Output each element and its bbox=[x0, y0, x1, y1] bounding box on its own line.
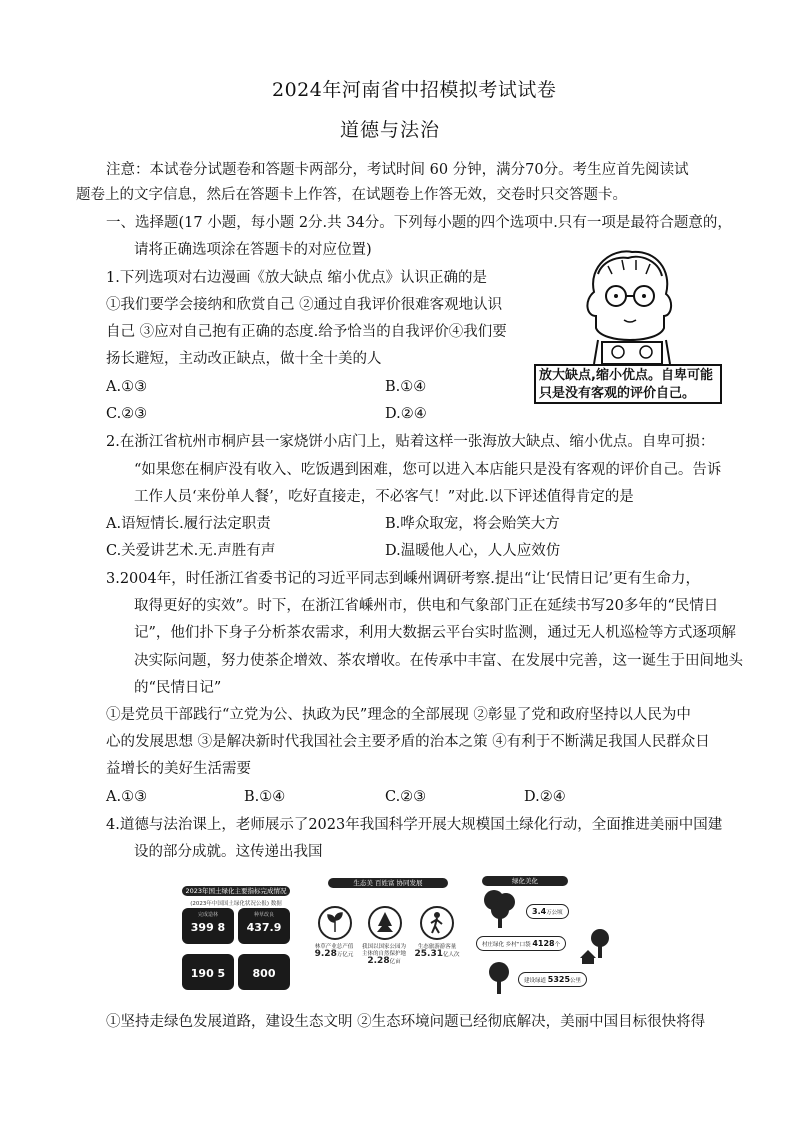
stat-value: 4128 bbox=[532, 939, 555, 948]
q3-line-5: 的“民情日记” bbox=[134, 680, 222, 696]
q3-options-line-3: 益增长的美好生活需要 bbox=[106, 761, 251, 777]
section-heading-line-2: 请将正确选项涂在答题卡的对应位置) bbox=[134, 242, 372, 258]
q1-options-line-1: ①我们要学会接纳和欣赏自己 ②通过自我评价很难客观地认识 bbox=[106, 297, 503, 313]
q1-choice-a: A.①③ bbox=[106, 379, 148, 395]
q3-options-line-1: ①是党员干部践行“立党为公、执政为民”理念的全部展现 ②彰显了党和政府坚持以人民为中 bbox=[106, 707, 691, 723]
tile-label: 完成造林 bbox=[197, 912, 218, 918]
q2-choice-d: D.温暖他人心，人人应效仿 bbox=[385, 543, 561, 559]
q1-choice-b: B.①④ bbox=[385, 379, 427, 395]
stat-protected-areas bbox=[362, 944, 406, 966]
indicator-tile bbox=[238, 908, 290, 944]
greening-beautification-panel bbox=[472, 872, 622, 1000]
stat-value: 5325 bbox=[547, 975, 571, 984]
greening-indicators-panel bbox=[180, 872, 292, 1000]
stat-unit: 个 bbox=[554, 942, 561, 948]
stat-unit: 公里 bbox=[570, 978, 582, 984]
stat-label: 林草产业总产值 bbox=[314, 944, 354, 950]
stat-value: 2.28 bbox=[367, 956, 390, 966]
tile-value: 399 8 bbox=[190, 921, 226, 934]
q2-choice-b: B.哗众取宠，将会贻笑大方 bbox=[385, 516, 560, 532]
q3-choice-b: B.①④ bbox=[244, 789, 286, 805]
q4-line-1: 4.道德与法治课上，老师展示了2023年我国科学开展大规模国土绿化行动，全面推进美丽中国建 bbox=[106, 817, 723, 833]
cartoon-caption: 放大缺点,缩小优点。自卑可能只是没有客观的评价自己。 bbox=[534, 364, 722, 404]
stat-label: 我国以国家公园为主体的自然保护地 bbox=[362, 944, 407, 957]
cartoon-figure-illustration bbox=[532, 244, 724, 364]
q2-choice-a: A.语短情长.履行法定职责 bbox=[106, 516, 271, 532]
page-title: 2024年河南省中招模拟考试试卷 bbox=[272, 79, 557, 101]
indicator-tile bbox=[238, 954, 290, 990]
q3-options-line-2: 心的发展思想 ③是解决新时代我国社会主要矛盾的治本之策 ④有利于不断满足我国人民群众日 bbox=[106, 734, 710, 750]
tile-value: 437.9 bbox=[246, 921, 282, 934]
q1-stem: 1.下列选项对右边漫画《放大缺点 缩小优点》认识正确的是 bbox=[106, 270, 487, 286]
stat-pill bbox=[518, 972, 587, 987]
q3-choice-d: D.②④ bbox=[524, 789, 566, 805]
notice-line-2: 题卷上的文字信息，然后在答题卡上作答，在试题卷上作答无效，交卷时只交答题卡。 bbox=[76, 187, 627, 203]
pine-tree-icon bbox=[368, 906, 402, 940]
village-tree-icon bbox=[576, 926, 616, 966]
stat-pill bbox=[526, 904, 569, 919]
stat-eco-tourism bbox=[414, 944, 460, 959]
sprout-icon bbox=[318, 906, 352, 940]
tree-icon bbox=[480, 886, 520, 930]
q1-options-line-3: 扬长避短，主动改正缺点，做十全十美的人 bbox=[106, 351, 382, 367]
stat-label: 生态旅游游客量 bbox=[417, 944, 457, 950]
indicator-tile bbox=[182, 908, 234, 944]
q1-choice-d: D.②④ bbox=[385, 406, 427, 422]
q3-line-3: 记”，他们扑下身子分析茶农需求，利用大数据云平台实时监测，通过无人机巡检等方式逐项解 bbox=[134, 625, 736, 641]
stat-unit: 万亿元 bbox=[336, 952, 354, 958]
panel1-subtitle: (2023年中国国土绿化状况公报) 数据 bbox=[190, 901, 282, 907]
section-heading-line-1: 一、选择题(17 小题，每小题 2分.共 34分。下列每小题的四个选项中.只有一项是最符合题意的， bbox=[106, 215, 732, 231]
page-subtitle: 道德与法治 bbox=[340, 119, 441, 141]
stat-unit: 亿人次 bbox=[442, 952, 460, 958]
q4-line-2: 设的部分成就。这传递出我国 bbox=[134, 844, 323, 860]
q3-line-2: 取得更好的实效”。时下，在浙江省嵊州市，供电和气象部门正在延续书写20多年的“民情日 bbox=[134, 598, 719, 614]
q1-choice-c: C.②③ bbox=[106, 406, 148, 422]
q2-line-2: “如果您在桐庐没有收入、吃饭遇到困难，您可以进入本店能只是没有客观的评价自己。告诉 bbox=[134, 462, 722, 478]
stat-unit: 亿亩 bbox=[389, 959, 401, 965]
road-tree-icon bbox=[484, 960, 514, 996]
panel1-banner: 2023年国土绿化主要指标完成情况 bbox=[182, 886, 290, 896]
stat-value: 9.28 bbox=[314, 949, 337, 959]
stat-unit: 万公顷 bbox=[546, 910, 563, 916]
notice-line-1: 注意：本试卷分试题卷和答题卡两部分，考试时间 60 分钟，满分70分。考生应首先阅读试 bbox=[106, 162, 689, 178]
q3-line-1: 3.2004年，时任浙江省委书记的习近平同志到嵊州调研考察.提出“让‘民情日记’更有生命力， bbox=[106, 571, 700, 587]
stat-label: 村庄绿化 乡村“口袋 bbox=[482, 942, 531, 948]
q2-line-1: 2.在浙江省杭州市桐庐县一家烧饼小店门上，贴着这样一张海放大缺点、缩小优点。自卑可损： bbox=[106, 434, 715, 450]
hiker-icon bbox=[420, 906, 454, 940]
panel3-banner: 绿化美化 bbox=[482, 876, 568, 886]
stat-value: 3.4 bbox=[532, 907, 547, 916]
tile-value: 190 5 bbox=[190, 967, 226, 980]
panel2-banner: 生态美 百姓富 协同发展 bbox=[328, 878, 448, 888]
ecology-prosperity-panel bbox=[314, 872, 460, 1000]
stat-pill bbox=[476, 936, 566, 951]
q2-line-3: 工作人员‘来份单人餐’，吃好直接走，不必客气！”对此.以下评述值得肯定的是 bbox=[134, 489, 634, 505]
tile-value: 800 bbox=[252, 967, 276, 980]
q3-choice-c: C.②③ bbox=[385, 789, 427, 805]
stat-forestry-output bbox=[312, 944, 356, 959]
q2-choice-c: C.关爱讲艺术.无.声胜有声 bbox=[106, 543, 276, 559]
stat-label: 建设绿道 bbox=[524, 978, 547, 984]
q3-line-4: 决实际问题，努力使茶企增效、茶农增收。在传承中丰富、在发展中完善，这一诞生于田间地头 bbox=[134, 653, 743, 669]
tile-label: 种草改良 bbox=[253, 912, 274, 918]
q3-choice-a: A.①③ bbox=[106, 789, 148, 805]
q4-options-line-1: ①坚持走绿色发展道路，建设生态文明 ②生态环境问题已经彻底解决，美丽中国目标很快将得 bbox=[106, 1014, 706, 1030]
stat-value: 25.31 bbox=[414, 949, 443, 959]
q1-options-line-2: 自己 ③应对自己抱有正确的态度.给予恰当的自我评价④我们要 bbox=[106, 324, 507, 340]
indicator-tile bbox=[182, 954, 234, 990]
